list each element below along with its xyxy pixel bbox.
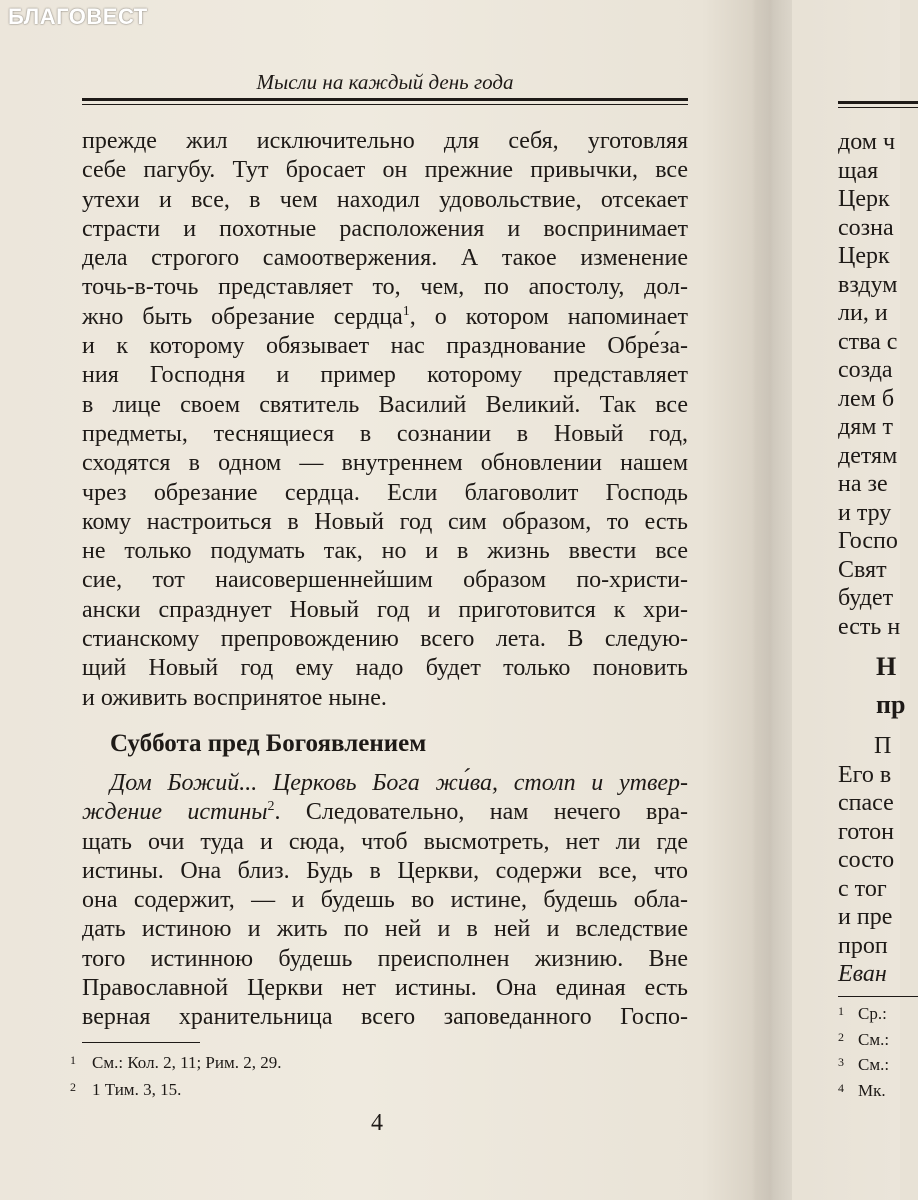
footnote-number: 4 bbox=[838, 1080, 844, 1095]
text-line: проп bbox=[838, 932, 888, 959]
header-rule-thick bbox=[838, 101, 918, 104]
text-line bbox=[82, 303, 688, 332]
text-line: стианскому препровождению всего лета. В следую- bbox=[82, 626, 688, 653]
footnote bbox=[838, 1026, 889, 1052]
text-line: страсти и похотные расположения и воспринимает bbox=[82, 215, 688, 242]
text-line: щая bbox=[838, 157, 879, 184]
paragraph-1 bbox=[82, 127, 688, 713]
text-line: дела строгого самоотвержения. А такое изменение bbox=[82, 245, 688, 272]
footnote-text: См.: bbox=[858, 1029, 890, 1049]
text-line bbox=[82, 798, 688, 827]
page-number: 4 bbox=[371, 1110, 383, 1136]
text-line: созна bbox=[838, 214, 894, 241]
text-line: детям bbox=[838, 442, 898, 469]
text-segment: . Следовательно, нам нечего вра- bbox=[274, 799, 688, 826]
text-line: кому настроиться в Новый год сим образом, то есть bbox=[82, 508, 688, 535]
italic-quote-line: Дом Божий... Церковь Бога жи́ва, столп и утвер- bbox=[110, 770, 688, 796]
text-line: есть н bbox=[838, 613, 901, 640]
text-line: ли, и bbox=[838, 300, 888, 326]
text-line: Церк bbox=[838, 186, 890, 212]
text-line: лем б bbox=[838, 385, 895, 412]
header-rule-thick bbox=[82, 98, 688, 101]
text-line: себе пагубу. Тут бросает он прежние привычки, все bbox=[82, 157, 688, 184]
paragraph-2 bbox=[82, 769, 688, 1033]
text-segment: жно быть обрезание сердца bbox=[82, 303, 403, 330]
footnote-mark: 2 bbox=[267, 799, 275, 815]
running-head: Мысли на каждый день года bbox=[256, 70, 514, 94]
text-line: сходятся в одном — внутреннем обновлении нашем bbox=[82, 450, 688, 477]
right-section-heading bbox=[876, 648, 905, 724]
text-line: верная хранительница всего заповеданного Госпо- bbox=[82, 1004, 688, 1031]
footnote-number: 2 bbox=[838, 1029, 844, 1044]
footnote-text: Мк. bbox=[858, 1080, 886, 1100]
text-line: ния Господня и пример которому представляет bbox=[82, 362, 688, 389]
text-line: в лице своем святитель Василий Великий. Так все bbox=[82, 391, 688, 418]
text-line: щать очи туда и сюда, чтоб высмотреть, нет ли где bbox=[82, 828, 688, 855]
right-footnotes bbox=[838, 1000, 889, 1102]
text-line: П bbox=[874, 733, 892, 759]
right-paragraph bbox=[838, 128, 900, 641]
footnote-rule bbox=[82, 1042, 200, 1043]
text-line: и пре bbox=[838, 904, 893, 930]
text-line: она содержит, — и будешь во истине, будешь обла- bbox=[82, 887, 688, 914]
text-line: и к которому обязывает нас празднование Обре́за- bbox=[82, 333, 688, 360]
footnote-number: 1 bbox=[838, 1004, 844, 1018]
footnote-number: 2 bbox=[70, 1080, 76, 1094]
text-line: Госпо bbox=[838, 528, 898, 554]
footnote-mark: 1 bbox=[402, 303, 410, 319]
header-rule-thin bbox=[82, 104, 688, 105]
section-heading: Суббота пред Богоявлением bbox=[110, 730, 427, 757]
text-line: на зе bbox=[838, 471, 888, 497]
text-line: ански спразднует Новый год и приготовится к хри- bbox=[82, 596, 688, 623]
text-line: спасе bbox=[838, 790, 894, 816]
text-line: будет bbox=[838, 585, 894, 611]
italic-quote-segment: ждение истины bbox=[82, 799, 268, 826]
watermark-logo: БЛАГОВЕСТ bbox=[8, 4, 148, 29]
footnote bbox=[70, 1048, 281, 1075]
text-line: того истинною будешь преисполнен жизнию. Вне bbox=[82, 945, 688, 972]
text-line: точь-в-точь представляет то, чем, по апостолу, дол- bbox=[82, 274, 688, 301]
text-line: не только подумать так, но и в жизнь ввести все bbox=[82, 538, 688, 565]
footnote-rule bbox=[838, 996, 918, 997]
text-line: утехи и все, в чем находил удовольствие, отсекает bbox=[82, 186, 688, 213]
text-line: созда bbox=[838, 357, 893, 383]
text-line: состо bbox=[838, 847, 895, 873]
text-line: вздум bbox=[838, 271, 898, 298]
footnote-text: 1 Тим. 3, 15. bbox=[92, 1080, 182, 1099]
text-line: Свят bbox=[838, 556, 887, 583]
text-line: щий Новый год ему надо будет только поновить bbox=[82, 655, 688, 682]
footnotes bbox=[70, 1048, 281, 1102]
text-line: сие, тот наисовершеннейшим образом по-христи- bbox=[82, 567, 688, 594]
footnote-text: См.: bbox=[858, 1055, 890, 1074]
text-line: чрез обрезание сердца. Если благоволит Господь bbox=[82, 479, 688, 506]
right-paragraph-2 bbox=[838, 732, 894, 989]
footnote bbox=[838, 1077, 889, 1103]
right-page-partial bbox=[792, 0, 906, 1200]
footnote bbox=[70, 1075, 281, 1102]
text-line: предметы, теснящиеся в сознании в Новый год, bbox=[82, 420, 688, 447]
heading-line: Н bbox=[876, 652, 897, 681]
text-line: Его в bbox=[838, 761, 892, 788]
footnote-number: 1 bbox=[70, 1053, 76, 1067]
text-segment: , о котором напоминает bbox=[409, 303, 689, 330]
text-line: дать истиною и жить по ней и в ней и вследствие bbox=[82, 916, 688, 943]
footnote-number: 3 bbox=[838, 1055, 844, 1069]
text-line: и тру bbox=[838, 499, 892, 526]
text-line: ства с bbox=[838, 328, 898, 355]
italic-text-line: Еван bbox=[838, 961, 887, 987]
text-line: истины. Она близ. Будь в Церкви, содержи все, что bbox=[82, 857, 688, 884]
heading-line: пр bbox=[876, 690, 906, 719]
text-line: дям т bbox=[838, 414, 893, 440]
text-line: с тог bbox=[838, 875, 887, 902]
footnote-text: См.: Кол. 2, 11; Рим. 2, 29. bbox=[92, 1053, 282, 1072]
header-rule-thin bbox=[838, 107, 918, 108]
text-line: дом ч bbox=[838, 129, 896, 155]
text-line: и оживить воспринятое ныне. bbox=[82, 684, 387, 711]
footnote-text: Ср.: bbox=[858, 1004, 887, 1023]
footnote bbox=[838, 1051, 889, 1077]
text-line: прежде жил исключительно для себя, уготовляя bbox=[82, 128, 688, 154]
text-line: Православной Церкви нет истины. Она единая есть bbox=[82, 975, 688, 1002]
footnote bbox=[838, 1000, 889, 1026]
text-line: Церк bbox=[838, 243, 890, 269]
text-line: готон bbox=[838, 818, 894, 845]
